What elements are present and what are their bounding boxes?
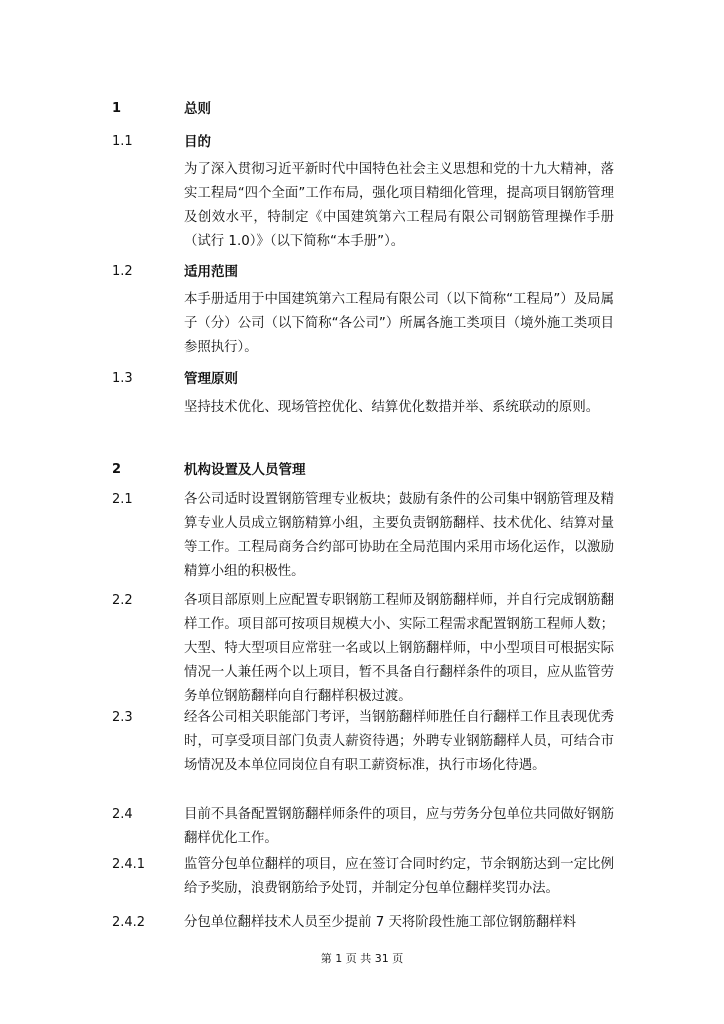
section-paragraph: 各项目部原则上应配置专职钢筋工程师及钢筋翻样师，并自行完成钢筋翻样工作。项目部可按项目规模大小、实际工程需求配置钢筋工程师人数；大型、特大型项目应常驻一名或以上钢筋翻样师，中小型项目可根据实际情况一人兼任两个以上项目，暂不具备自行翻样条件的项目，应从监管劳务单位钢筋翻样向自行翻样积极过渡。 — [184, 593, 614, 704]
section-number: 1.1 — [112, 134, 133, 149]
section-number: 2.4.1 — [112, 857, 146, 872]
section-number: 2.1 — [112, 492, 133, 507]
section-paragraph: 经各公司相关职能部门考评，当钢筋翻样师胜任自行翻样工作且表现优秀时，可享受项目部门负责人薪资待遇；外聘专业钢筋翻样人员，可结合市场情况及本单位同岗位自有职工薪资标准，执行市场化待遇。 — [184, 710, 614, 773]
section-paragraph: 目前不具备配置钢筋翻样师条件的项目，应与劳务分包单位共同做好钢筋翻样优化工作。 — [184, 807, 614, 846]
section-number: 2.4.2 — [112, 915, 146, 930]
section-paragraph: 各公司适时设置钢筋管理专业板块；鼓励有条件的公司集中钢筋管理及精算专业人员成立钢筋精算小组，主要负责钢筋翻样、技术优化、结算对量等工作。工程局商务合约部可协助在全局范围内采用市场化运作，以激励精算小组的积极性。 — [184, 492, 614, 579]
section-title: 目的 — [184, 134, 211, 150]
section-paragraph: 为了深入贯彻习近平新时代中国特色社会主义思想和党的十九大精神，落实工程局“四个全面”工作布局，强化项目精细化管理，提高项目钢筋管理及创效水平，特制定《中国建筑第六工程局有限公司钢筋管理操作手册（试行 1.0）》（以下简称“本手册”）。 — [184, 162, 614, 249]
section-number: 2.3 — [112, 710, 133, 725]
section-paragraph: 坚持技术优化、现场管控优化、结算优化数措并举、系统联动的原则。 — [184, 400, 600, 415]
page-footer: 第 1 页 共 31 页 — [320, 952, 404, 965]
section-number: 1 — [112, 101, 122, 116]
section-title: 管理原则 — [184, 371, 238, 387]
section-paragraph: 分包单位翻样技术人员至少提前 7 天将阶段性施工部位钢筋翻样料 — [184, 915, 576, 930]
section-title: 总则 — [184, 101, 211, 117]
section-number: 2 — [112, 462, 122, 477]
section-paragraph: 监管分包单位翻样的项目，应在签订合同时约定，节余钢筋达到一定比例给予奖励，浪费钢筋给予处罚，并制定分包单位翻样奖罚办法。 — [184, 857, 614, 896]
section-number: 1.2 — [112, 264, 133, 279]
section-number: 2.2 — [112, 593, 133, 608]
section-number: 1.3 — [112, 371, 133, 386]
section-number: 2.4 — [112, 807, 133, 822]
section-title: 机构设置及人员管理 — [184, 462, 306, 478]
section-paragraph: 本手册适用于中国建筑第六工程局有限公司（以下简称“工程局”）及局属子（分）公司（以下简称“各公司”）所属各施工类项目（境外施工类项目参照执行）。 — [184, 292, 614, 355]
section-title: 适用范围 — [184, 264, 238, 280]
